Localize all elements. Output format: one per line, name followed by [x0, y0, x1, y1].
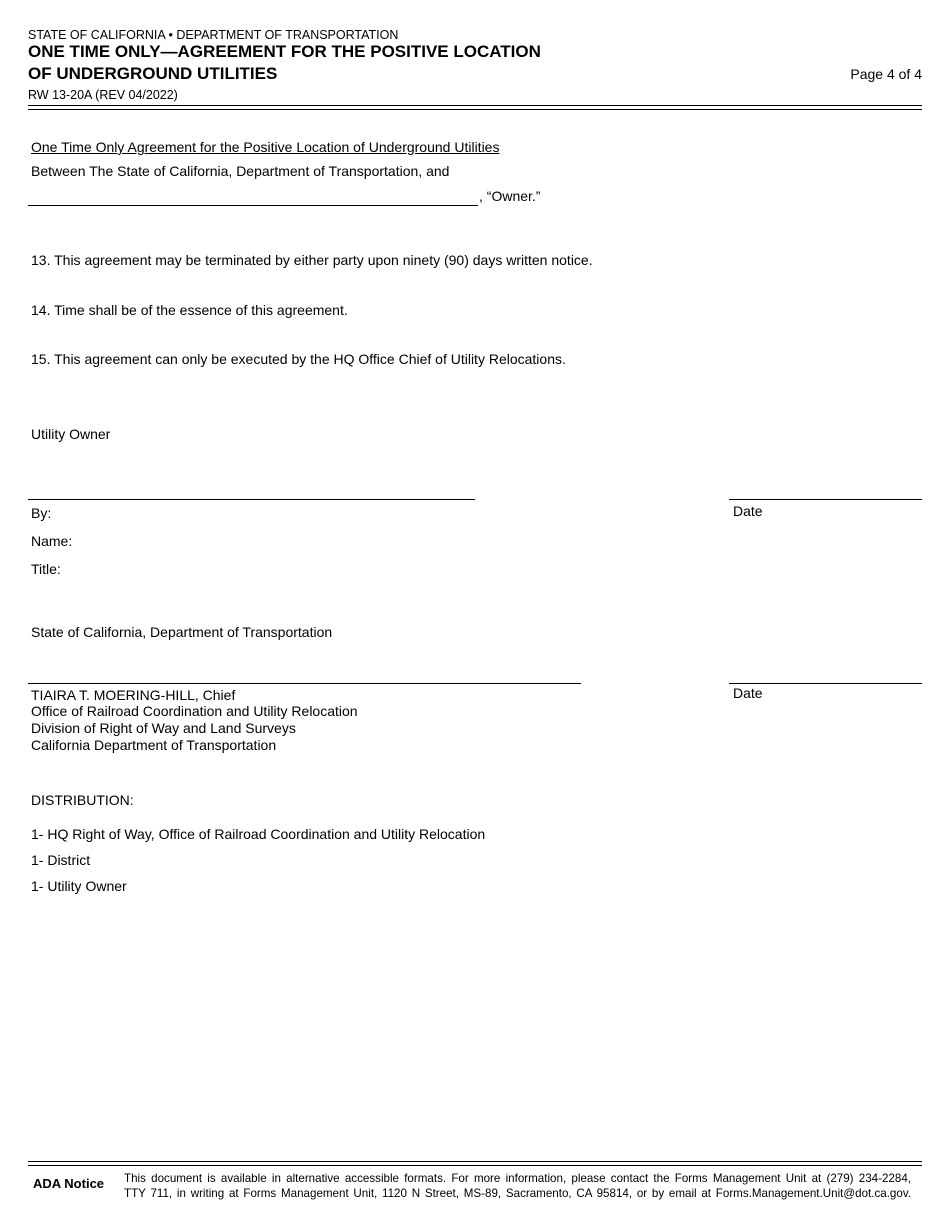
- form-title-line-1: ONE TIME ONLY—AGREEMENT FOR THE POSITIVE LOCATION: [28, 42, 541, 61]
- distribution-heading: DISTRIBUTION:: [31, 792, 134, 808]
- form-number: RW 13-20A (REV 04/2022): [28, 88, 178, 102]
- signer-office: Office of Railroad Coordination and Utility Relocation: [31, 703, 358, 719]
- distribution-item: 1- HQ Right of Way, Office of Railroad Coordination and Utility Relocation: [31, 826, 486, 842]
- state-date-label: Date: [733, 685, 763, 701]
- utility-owner-signature-line[interactable]: [28, 499, 475, 500]
- ada-notice-label: ADA Notice: [33, 1176, 105, 1191]
- clause-text: This agreement may be terminated by either party upon ninety (90) days written notice.: [54, 252, 593, 268]
- clause-text: This agreement can only be executed by the HQ Office Chief of Utility Relocations.: [54, 351, 566, 367]
- agency-line: STATE OF CALIFORNIA • DEPARTMENT OF TRANSPORTATION: [28, 28, 399, 42]
- distribution-item: 1- District: [31, 852, 91, 868]
- state-heading: State of California, Department of Transportation: [31, 624, 333, 640]
- owner-name-field[interactable]: [28, 188, 478, 206]
- agreement-heading: One Time Only Agreement for the Positive Location of Underground Utilities: [31, 139, 500, 155]
- signer-department: California Department of Transportation: [31, 737, 277, 753]
- clause-number: 15.: [31, 351, 51, 367]
- ada-notice-line-2: TTY 711, in writing at Forms Management Unit, 1120 N Street, MS-89, Sacramento, CA 95814, or by email at Forms.Management.Unit@dot.ca.gov.: [124, 1187, 911, 1200]
- footer-rule-bottom: [28, 1165, 922, 1166]
- state-signature-line[interactable]: [28, 683, 581, 684]
- by-label: By:: [31, 505, 52, 521]
- title-label: Title:: [31, 561, 61, 577]
- header-rule-top: [28, 105, 922, 106]
- page-number: Page 4 of 4: [850, 66, 922, 82]
- form-title-line-2: OF UNDERGROUND UTILITIES: [28, 64, 278, 83]
- state-date-line[interactable]: [729, 683, 922, 684]
- name-label: Name:: [31, 533, 73, 549]
- clause-text: Time shall be of the essence of this agreement.: [54, 302, 348, 318]
- clause-number: 14.: [31, 302, 51, 318]
- clause-13: [31, 252, 593, 269]
- between-line: Between The State of California, Department of Transportation, and: [31, 163, 450, 179]
- ada-notice-line-1: This document is available in alternative accessible formats. For more information, please contact the Forms Management Unit at (279) 234-2284,: [124, 1172, 911, 1185]
- utility-owner-date-line[interactable]: [729, 499, 922, 500]
- signer-division: Division of Right of Way and Land Surveys: [31, 720, 296, 736]
- distribution-item: 1- Utility Owner: [31, 878, 127, 894]
- header-rule-bottom: [28, 109, 922, 110]
- clause-14: [31, 302, 348, 319]
- utility-owner-heading: Utility Owner: [31, 426, 111, 442]
- signer-name: TIAIRA T. MOERING-HILL, Chief: [31, 687, 236, 703]
- footer-rule-top: [28, 1161, 922, 1162]
- owner-suffix: , “Owner.”: [479, 188, 541, 204]
- clause-number: 13.: [31, 252, 51, 268]
- utility-owner-date-label: Date: [733, 503, 763, 519]
- clause-15: [31, 351, 566, 368]
